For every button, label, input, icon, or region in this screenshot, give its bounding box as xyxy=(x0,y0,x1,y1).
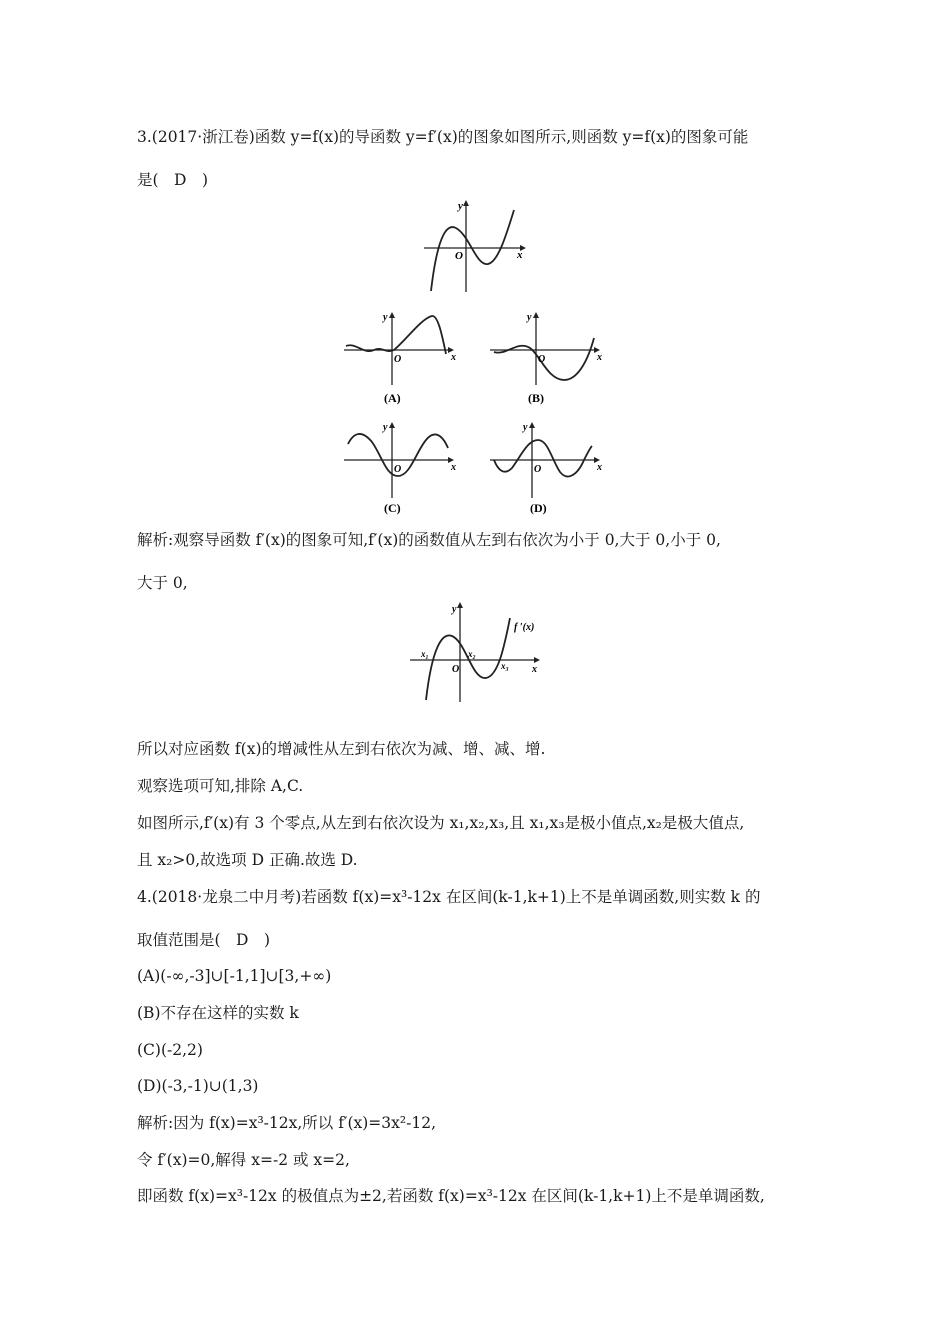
q4-option-b: (B)不存在这样的实数 k xyxy=(137,1004,299,1022)
option-d-caption: (D) xyxy=(530,501,547,515)
q4-stem-line1: 4.(2018·龙泉二中月考)若函数 f(x)=x³-12x 在区间(k-1,k+1)上不是单调函数,则实数 k 的 xyxy=(137,888,761,906)
sol3-line1: 解析:观察导函数 f′(x)的图象可知,f′(x)的函数值从左到右依次为小于 0,大于 0,小于 0, xyxy=(137,531,721,549)
x3-label: x₃ xyxy=(501,661,509,671)
option-b-caption: (B) xyxy=(528,391,544,405)
annotated-derivative-graph xyxy=(408,598,553,706)
svg-text:x: x xyxy=(532,664,537,675)
sol3-line6: 且 x₂>0,故选项 D 正确.故选 D. xyxy=(137,851,358,869)
svg-text:x: x xyxy=(597,462,602,473)
svg-text:y: y xyxy=(383,422,388,433)
fprime-label: f ′(x) xyxy=(514,622,535,633)
x2-label: x₂ xyxy=(468,649,476,659)
axis-x-label: x xyxy=(517,249,523,261)
q4-option-c: (C)(-2,2) xyxy=(137,1041,203,1059)
option-c-graph xyxy=(342,420,462,515)
x1-label: x₁ xyxy=(421,649,429,659)
sol3-line2: 大于 0, xyxy=(137,574,188,592)
option-c-caption: (C) xyxy=(384,501,401,515)
option-b-graph xyxy=(488,310,608,405)
svg-text:y: y xyxy=(383,312,388,323)
option-a-caption: (A) xyxy=(384,391,401,405)
sol3-line5: 如图所示,f′(x)有 3 个零点,从左到右依次设为 x₁,x₂,x₃,且 x₁,x₃是极小值点,x₂是极大值点, xyxy=(137,814,745,832)
option-a-graph xyxy=(342,310,462,405)
sol4-line2: 令 f′(x)=0,解得 x=-2 或 x=2, xyxy=(137,1151,350,1169)
svg-text:x: x xyxy=(597,352,602,363)
q4-option-a: (A)(-∞,-3]∪[-1,1]∪[3,+∞) xyxy=(137,967,332,985)
sol3-line3: 所以对应函数 f(x)的增减性从左到右依次为减、增、减、增. xyxy=(137,740,546,758)
svg-text:y: y xyxy=(523,422,528,433)
svg-text:x: x xyxy=(451,352,456,363)
svg-text:y: y xyxy=(452,604,457,615)
svg-text:O: O xyxy=(394,464,402,475)
svg-text:O: O xyxy=(538,354,546,365)
svg-text:y: y xyxy=(527,312,532,323)
sol4-line1: 解析:因为 f(x)=x³-12x,所以 f′(x)=3x²-12, xyxy=(137,1114,437,1132)
origin-label: O xyxy=(455,250,463,262)
q3-stem-line2: 是( D ) xyxy=(137,171,209,189)
axis-y-label: y xyxy=(458,200,463,212)
svg-text:O: O xyxy=(534,464,542,475)
svg-text:O: O xyxy=(452,664,460,675)
svg-text:x: x xyxy=(451,462,456,473)
q4-stem-line2: 取值范围是( D ) xyxy=(137,931,271,949)
q4-option-d: (D)(-3,-1)∪(1,3) xyxy=(137,1077,259,1095)
svg-text:O: O xyxy=(394,354,402,365)
derivative-graph xyxy=(418,196,533,296)
option-d-graph xyxy=(488,420,608,515)
sol4-line3: 即函数 f(x)=x³-12x 的极值点为±2,若函数 f(x)=x³-12x 在区间(k-1,k+1)上不是单调函数, xyxy=(137,1187,765,1205)
sol3-line4: 观察选项可知,排除 A,C. xyxy=(137,777,304,795)
q3-stem-line1: 3.(2017·浙江卷)函数 y=f(x)的导函数 y=f′(x)的图象如图所示,则函数 y=f(x)的图象可能 xyxy=(137,128,749,146)
